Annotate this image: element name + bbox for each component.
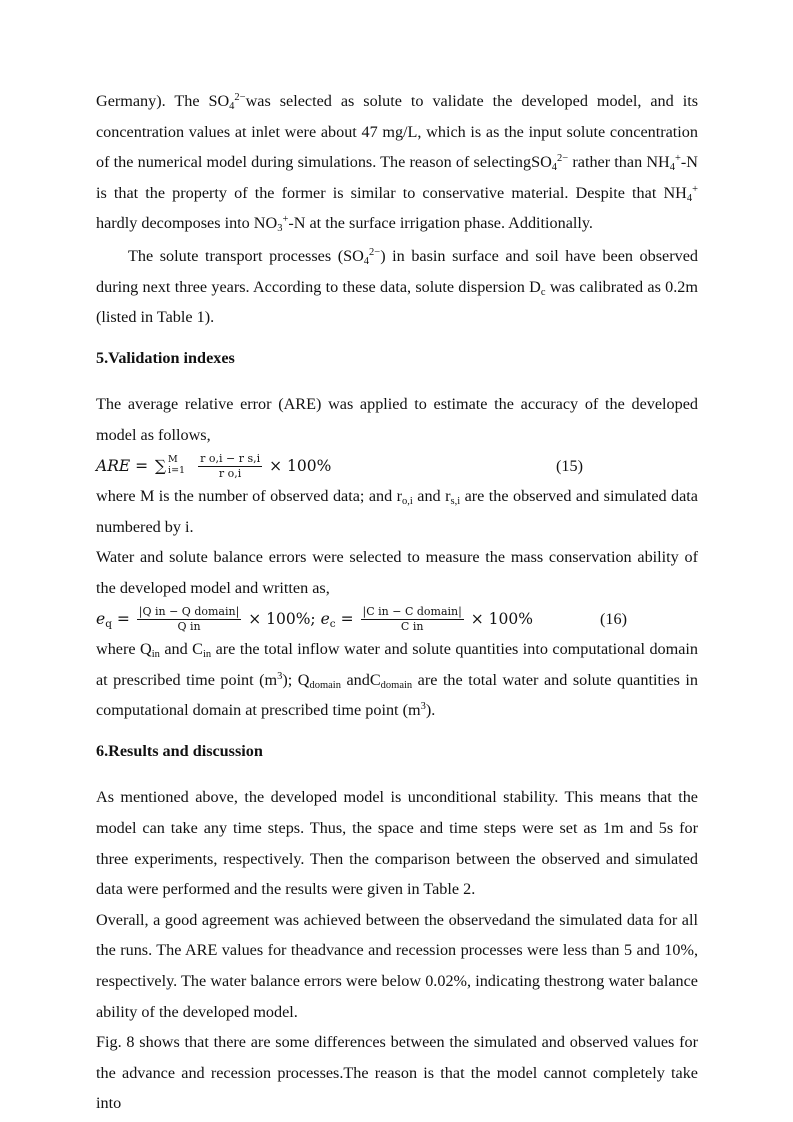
equation-15: ARE = ∑ M i=1 $\frac{\text{r o,i − r s,i}}{\text{r o,i}}$ × 100% (15) (96, 452, 583, 481)
paragraph-balance-definition: where $Q_{in}$ and $C_{in}$ are the total inflow water and solute quantities into computational domain at prescribed time point $(m^3)$; $Q_{domain}$ andC$_{domain}$ are the total water and solute quantities in computational domain at prescribed time point $(m^3)$. (96, 640, 699, 720)
page-body (96, 86, 698, 1119)
paragraph-balance-intro: Water and solute balance errors were selected to measure the mass conservation ability of the developed model and written as, (96, 548, 698, 597)
section-heading-results: 6.Results and discussion (96, 741, 263, 760)
paragraph-solute-transport: The solute transport processes $(SO_4^{2-})$ in basin surface and soil have been observed during next three years. According to these data, solute dispersion $D_c$ was calibrated as 0.2m (listed in Table 1). (96, 246, 698, 327)
paragraph-stability: As mentioned above, the developed model is unconditional stability. This means that the model can take any time steps. Thus, the space and time steps were set as 1m and 5s for three experiments, respectively. Then the comparison between the observed and simulated data were performed and the results were given in Table 2. (96, 788, 698, 899)
paragraph-are-definition: where M is the number of observed data; and $r_{o,i}$ and $r_{s,i}$ are the observed and simulated data numbered by i. (96, 487, 698, 536)
equation-number-16: (16) (600, 609, 627, 628)
paragraph-fig8: Fig. 8 shows that there are some differences between the simulated and observed values for the advance and recession processes.The reason is that the model cannot completely take into (96, 1033, 698, 1113)
equation-number-15: (15) (556, 456, 583, 475)
section-heading-validation: 5.Validation indexes (96, 348, 235, 367)
equation-16: $e_q$ = $\frac{\text{|Q in − Q domain|}}{\text{Q in}}$ × 100%; $e_c$ = $\frac{\text{|C in − C domain|}}{\text{C in}}$ × 100% (16) (96, 605, 627, 633)
paragraph-solute-selection: Germany). The $SO_4^{2-}was$ selected as solute to validate the developed model, and its concentration values at inlet were about 47 mg/L, which is as the input solute concentration of the numerical model during simulations. The reason of selectingSO$_4^{2-}$ rather than $NH_4^+-N$ is that the property of the former is similar to conservative material. Despite that $NH_4^+$ hardly decomposes into $NO_3^+-N$ at the surface irrigation phase. Additionally. (96, 92, 699, 235)
paragraph-agreement: Overall, a good agreement was achieved between the observedand the simulated data for all the runs. The ARE values for theadvance and recession processes were less than 5 and 10%, respectively. The water balance errors were below 0.02%, indicating thestrong water balance ability of the developed model. (96, 910, 698, 1021)
paragraph-are-intro: The average relative error (ARE) was applied to estimate the accuracy of the developed model as follows, (96, 395, 698, 444)
